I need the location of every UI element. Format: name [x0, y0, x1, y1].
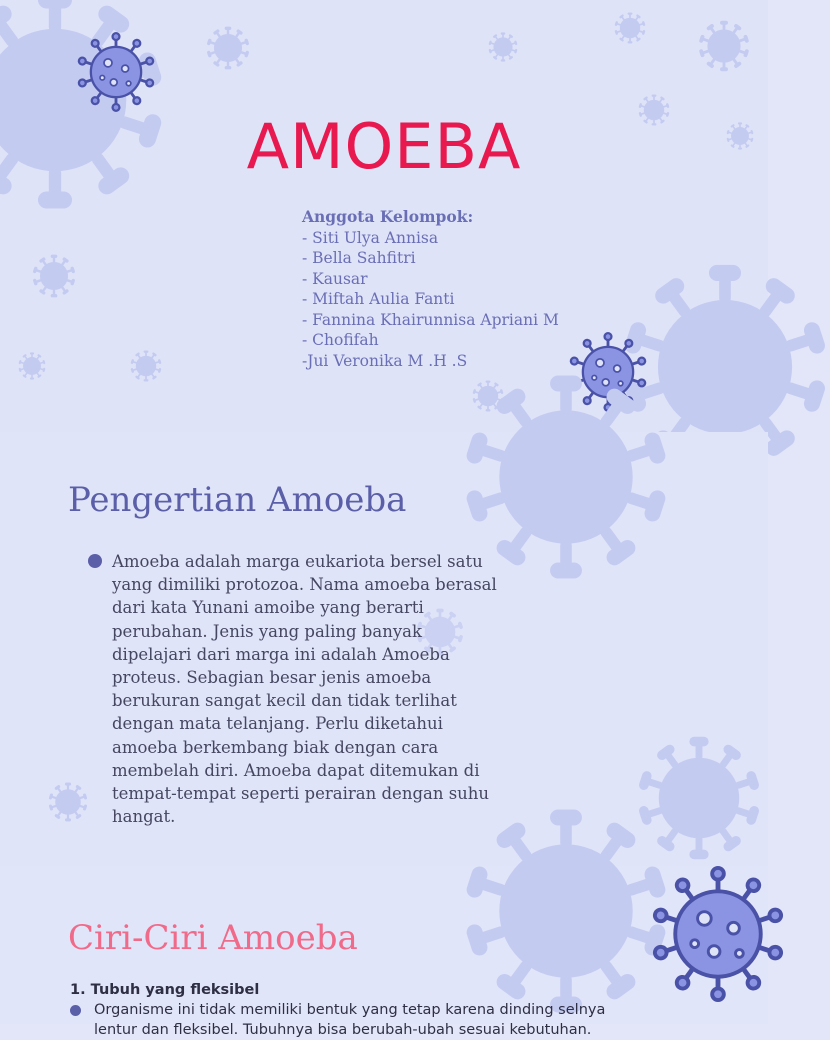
list-item: [88, 550, 498, 828]
virus-icon: [650, 866, 786, 1002]
member-name: - Siti Ulya Annisa: [302, 228, 439, 247]
section-heading: Ciri-Ciri Amoeba: [68, 918, 358, 958]
title-slide: [0, 0, 768, 432]
group-members: [302, 207, 559, 371]
virus-icon: [48, 782, 88, 822]
virus-icon: [698, 20, 750, 72]
presentation-title: AMOEBA: [246, 110, 522, 183]
item-title: 1. Tubuh yang fleksibel: [70, 982, 260, 998]
members-heading: Anggota Kelompok:: [302, 207, 474, 226]
list-item: [70, 1000, 630, 1040]
definition-slide: [0, 432, 768, 866]
virus-icon: [130, 350, 162, 382]
section-heading: Pengertian Amoeba: [68, 480, 407, 520]
member-name: - Fannina Khairunnisa Apriani M: [302, 310, 559, 329]
virus-icon: [206, 26, 250, 70]
definition-text: Amoeba adalah marga eukariota bersel satu yang dimiliki protozoa. Nama amoeba berasal dari kata Yunani amoibe yang berarti perubahan. Jenis yang paling banyak dipelajari dari marga ini adalah Amoeba proteus. Sebagian besar jenis amoeba berukuran sangat kecil dan tidak terlihat dengan mata telanjang. Perlu diketahui amoeba berkembang biak dengan cara membelah diri. Amoeba dapat ditemukan di tempat-tempat seperti perairan dengan suhu hangat.: [112, 552, 497, 827]
virus-icon: [614, 12, 646, 44]
virus-icon: [18, 352, 46, 380]
member-name: - Kausar: [302, 269, 368, 288]
bullet-icon: [70, 1005, 81, 1016]
item-text: Organisme ini tidak memiliki bentuk yang tetap karena dinding selnya lentur dan fleksibel. Tubuhnya bisa berubah-ubah sesuai kebutuhan.: [94, 1002, 606, 1038]
bullet-icon: [88, 554, 102, 568]
virus-icon: [32, 254, 76, 298]
characteristics-slide: [0, 866, 768, 1038]
member-name: - Chofifah: [302, 331, 379, 349]
member-name: -Jui Veronika M .H .S: [302, 351, 468, 370]
member-name: - Bella Sahfitri: [302, 249, 416, 267]
virus-icon: [76, 32, 156, 112]
virus-icon: [488, 32, 518, 62]
member-name: - Miftah Aulia Fanti: [302, 290, 455, 308]
